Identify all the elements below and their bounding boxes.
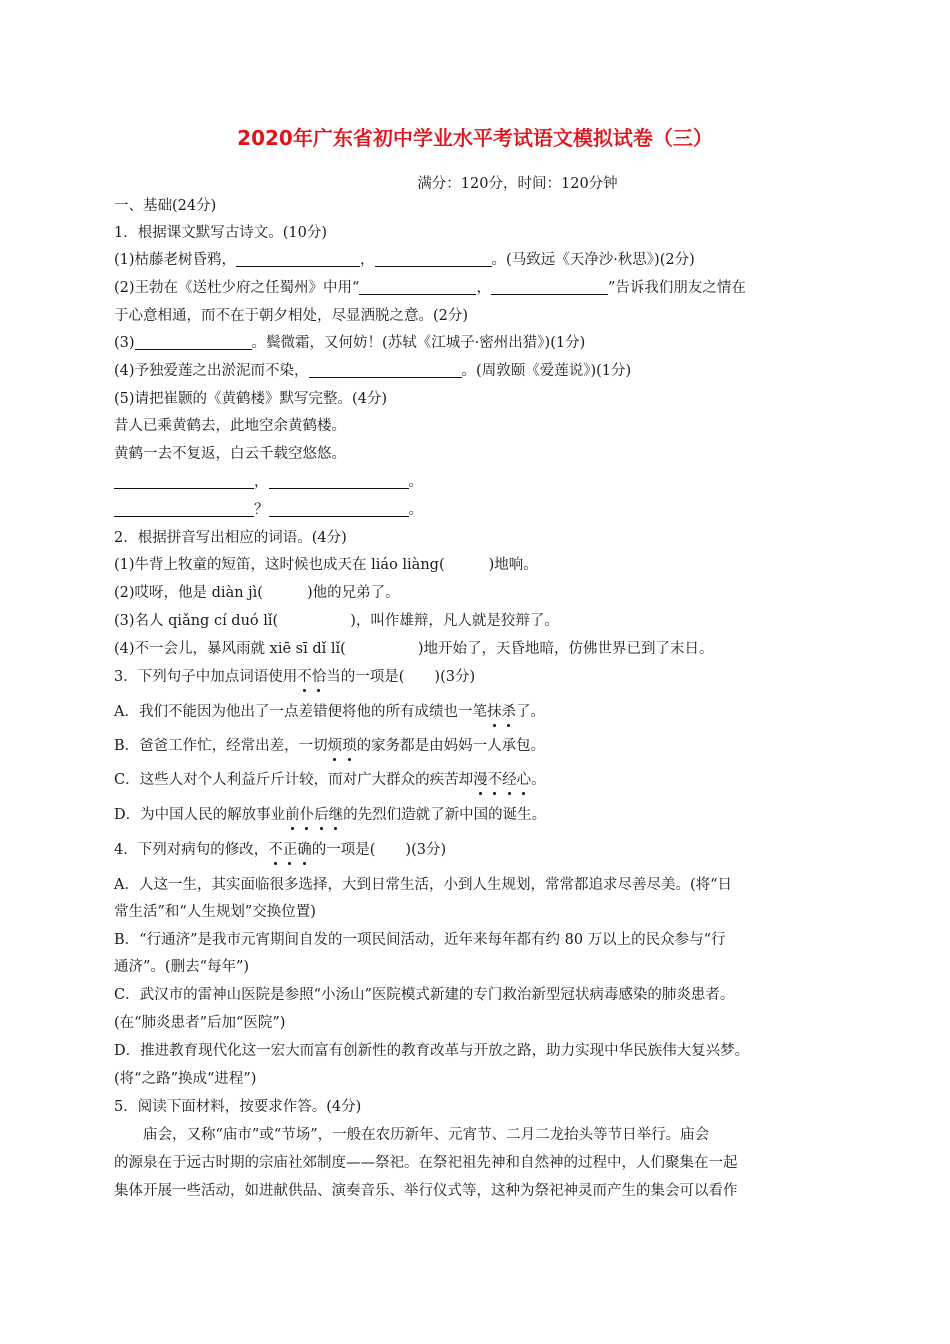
poem-line-2: 黄鹤一去不复返，白云千载空悠悠。 (114, 446, 346, 462)
exam-meta: 满分：120分，时间：120分钟 (417, 176, 618, 192)
q1-item-3: (3) 。鬓微霜，又何妨！(苏轼《江城子·密州出猎》)(1分) (114, 335, 586, 351)
answer-blank[interactable] (359, 278, 476, 295)
q4-option-a[interactable]: A．人这一生，其实面临很多选择，大到日常生活，小到人生规划，常常都追求尽善尽美。(将“日 (114, 877, 733, 893)
q4-option-c-cont: (在“肺炎患者”后加“医院”) (114, 1015, 286, 1031)
answer-blank[interactable] (309, 361, 462, 378)
answer-blank[interactable] (114, 472, 254, 489)
q2-item-2: (2)哎呀，他是 diàn jì( )他的兄弟了。 (114, 585, 400, 601)
question-1-heading: 1．根据课文默写古诗文。(10分) (114, 225, 327, 241)
question-4-heading: 4．下列对病句的修改，不正确的一项是( )(3分) (114, 842, 447, 858)
q4-option-a-cont: 常生活”和“人生规划”交换位置) (114, 904, 316, 920)
poem-answer-line-1: ， 。 (114, 472, 844, 492)
passage-line-3: 集体开展一些活动，如进献供品、演奏音乐、举行仪式等，这种为祭祀神灵而产生的集会可以看作 (114, 1183, 738, 1199)
poem-answer-line-2: ？ 。 (114, 500, 844, 520)
q2-item-1: (1)牛背上牧童的短笛，这时候也成天在 liáo liàng( )地响。 (114, 557, 538, 573)
q3-option-a[interactable]: A．我们不能因为他出了一点差错便将他的所有成绩也一笔抹杀了。 (114, 704, 545, 720)
q4-option-d-cont: (将“之路”换成“进程”) (114, 1071, 257, 1087)
answer-blank[interactable] (236, 250, 360, 267)
passage-line-1: 庙会，又称“庙市”或“节场”，一般在农历新年、元宵节、二月二龙抬头等节日举行。庙会 (143, 1127, 710, 1143)
answer-blank[interactable] (269, 472, 409, 489)
q2-item-4: (4)不一会儿，暴风雨就 xiē sī dǐ lǐ( )地开始了，天昏地暗，仿佛世界已到了末日。 (114, 641, 714, 657)
answer-blank[interactable] (114, 500, 254, 517)
poem-line-1: 昔人已乘黄鹤去，此地空余黄鹤楼。 (114, 418, 346, 434)
question-5-heading: 5．阅读下面材料，按要求作答。(4分) (114, 1099, 362, 1115)
q3-option-c[interactable]: C．这些人对个人利益斤斤计较，而对广大群众的疾苦却漫不经心。 (114, 772, 546, 788)
section-heading: 一、基础(24分) (114, 198, 217, 214)
q1-item-2: (2)王勃在《送杜少府之任蜀州》中用“ ， ”告诉我们朋友之情在 (114, 280, 746, 296)
answer-blank[interactable] (375, 250, 492, 267)
answer-blank[interactable] (135, 333, 252, 350)
q4-option-c[interactable]: C．武汉市的雷神山医院是参照“小汤山”医院模式新建的专门救治新型冠状病毒感染的肺炎患者。 (114, 987, 735, 1003)
question-2-heading: 2．根据拼音写出相应的词语。(4分) (114, 530, 347, 546)
q4-option-b[interactable]: B．“行通济”是我市元宵期间自发的一项民间活动，近年来每年都有约 80 万以上的民众参与“行 (114, 932, 726, 948)
q3-option-b[interactable]: B．爸爸工作忙，经常出差，一切烦琐的家务都是由妈妈一人承包。 (114, 738, 546, 754)
q4-option-b-cont: 通济”。(删去“每年”) (114, 959, 250, 975)
q3-option-d[interactable]: D．为中国人民的解放事业前仆后继的先烈们造就了新中国的诞生。 (114, 807, 547, 823)
answer-blank[interactable] (491, 278, 608, 295)
q4-option-d[interactable]: D．推进教育现代化这一宏大而富有创新性的教育改革与开放之路，助力实现中华民族伟大复兴梦。 (114, 1043, 750, 1059)
answer-blank[interactable] (269, 500, 409, 517)
q1-item-2-cont: 于心意相通，而不在于朝夕相处，尽显洒脱之意。(2分) (114, 308, 469, 324)
exam-title: 2020年广东省初中学业水平考试语文模拟试卷（三） (237, 126, 713, 150)
question-3-heading: 3．下列句子中加点词语使用不恰当的一项是( )(3分) (114, 669, 476, 685)
q1-item-1: (1)枯藤老树昏鸦， ， 。(马致远《天净沙·秋思》)(2分) (114, 252, 695, 268)
q1-item-4: (4)予独爱莲之出淤泥而不染， 。(周敦颐《爱莲说》)(1分) (114, 363, 632, 379)
passage-line-2: 的源泉在于远古时期的宗庙社郊制度——祭祀。在祭祀祖先神和自然神的过程中，人们聚集在一起 (114, 1155, 738, 1171)
q2-item-3: (3)名人 qiǎng cí duó lǐ( )，叫作雄辩，凡人就是狡辩了。 (114, 613, 559, 629)
q1-item-5: (5)请把崔颢的《黄鹤楼》默写完整。(4分) (114, 391, 388, 407)
